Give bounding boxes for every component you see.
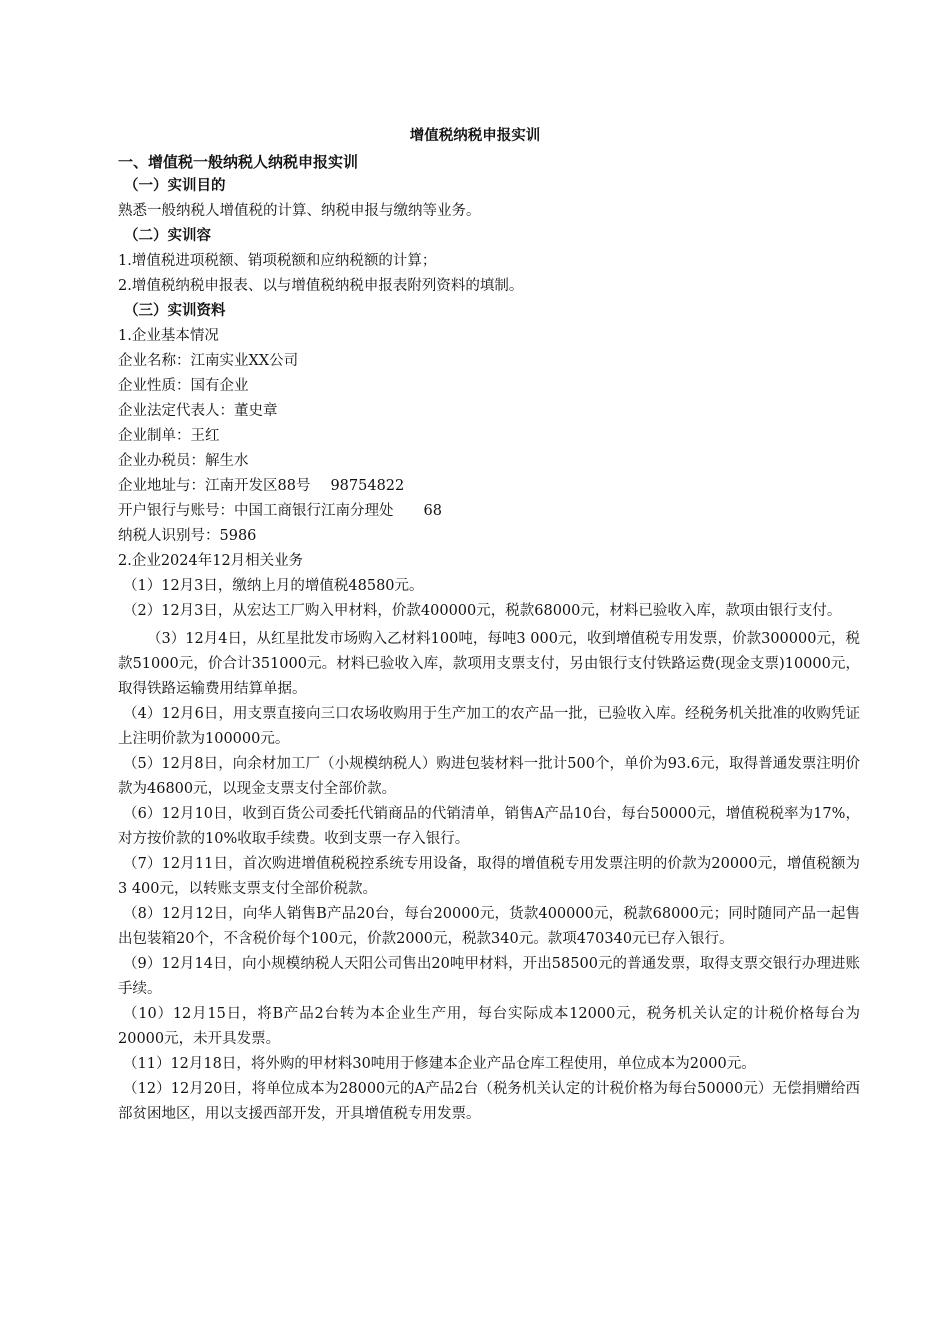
business-item: （3）12月4日，从红星批发市场购入乙材料100吨，每吨3 000元，收到增值税专用发票，价款300000元，税款51000元，价合计351000元。材料已验收入库，款项用支票支付，另由银行支付铁路运费(现金支票)10000元，取得铁路运输费用结算单据。	[118, 631, 860, 697]
bank-line	[118, 499, 860, 524]
subsection-heading-purpose: （一）实训目的	[124, 178, 226, 194]
business-heading: 2.企业2024年12月相关业务	[118, 553, 304, 569]
business-item: （6）12月10日，收到百货公司委托代销商品的代销清单，销售A产品10台，每台50000元，增值税税率为17%，对方按价款的10%收取手续费。收到支票一存入银行。	[118, 806, 860, 847]
bank-account: 68	[423, 503, 442, 519]
business-item: （11）12月18日，将外购的甲材料30吨用于修建本企业产品仓库工程使用，单位成本为2000元。	[123, 1056, 756, 1072]
taxpayer-id: 纳税人识别号：5986	[118, 528, 257, 544]
company-name: 企业名称：江南实业XX公司	[118, 353, 299, 369]
business-item: （8）12月12日，向华人销售B产品20台，每台20000元，货款400000元，税款68000元；同时随同产品一起售出包装箱20个，不含税价每个100元，价款2000元，税款340元。款项470340元已存入银行。	[118, 906, 860, 947]
business-item: （1）12月3日，缴纳上月的增值税48580元。	[123, 578, 424, 594]
business-item: （12）12月20日，将单位成本为28000元的A产品2台（税务机关认定的计税价格为每台50000元）无偿捐赠给西部贫困地区，用以支援西部开发，开具增值税专用发票。	[118, 1081, 860, 1122]
content-item-1: 1.增值税进项税额、销项税额和应纳税额的计算；	[118, 253, 437, 269]
tax-clerk: 企业办税员：解生水	[118, 453, 249, 469]
legal-representative: 企业法定代表人：董史章	[118, 403, 278, 419]
bank-name: 开户银行与账号：中国工商银行江南分理处	[118, 503, 394, 519]
business-item: （9）12月14日，向小规模纳税人天阳公司售出20吨甲材料，开出58500元的普通发票，取得支票交银行办理进账手续。	[118, 956, 860, 997]
subsection-heading-materials: （三）实训资料	[124, 303, 226, 319]
content-item-2: 2.增值税纳税申报表、以与增值税纳税申报表附列资料的填制。	[118, 278, 524, 294]
preparer: 企业制单：王红	[118, 428, 220, 444]
subsection-heading-content: （二）实训容	[124, 228, 211, 244]
business-item: （5）12月8日，向余材加工厂（小规模纳税人）购进包装材料一批计500个，单价为93.6元，取得普通发票注明价款为46800元，以现金支票支付全部价款。	[118, 756, 860, 797]
section-heading: 一、增值税一般纳税人纳税申报实训	[118, 153, 359, 171]
company-phone: 98754822	[330, 478, 405, 494]
business-item: （4）12月6日，用支票直接向三口农场收购用于生产加工的农产品一批，已验收入库。经税务机关批准的收购凭证上注明价款为100000元。	[118, 706, 860, 747]
business-item: （10）12月15日，将B产品2台转为本企业生产用，每台实际成本12000元，税务机关认定的计税价格每台为20000元，未开具发票。	[118, 1006, 860, 1047]
company-type: 企业性质：国有企业	[118, 378, 249, 394]
basic-info-heading: 1.企业基本情况	[118, 328, 219, 344]
business-item: （7）12月11日，首次购进增值税税控系统专用设备，取得的增值税专用发票注明的价款为20000元，增值税额为3 400元，以转账支票支付全部价税款。	[118, 856, 860, 897]
business-item: （2）12月3日，从宏达工厂购入甲材料，价款400000元，税款68000元，材料已验收入库，款项由银行支付。	[123, 603, 842, 619]
company-address-line	[118, 474, 860, 499]
company-address: 企业地址与：江南开发区88号	[118, 478, 311, 494]
purpose-text: 熟悉一般纳税人增值税的计算、纳税申报与缴纳等业务。	[118, 203, 481, 219]
document-body	[118, 150, 860, 1127]
document-title: 增值税纳税申报实训	[409, 128, 541, 144]
